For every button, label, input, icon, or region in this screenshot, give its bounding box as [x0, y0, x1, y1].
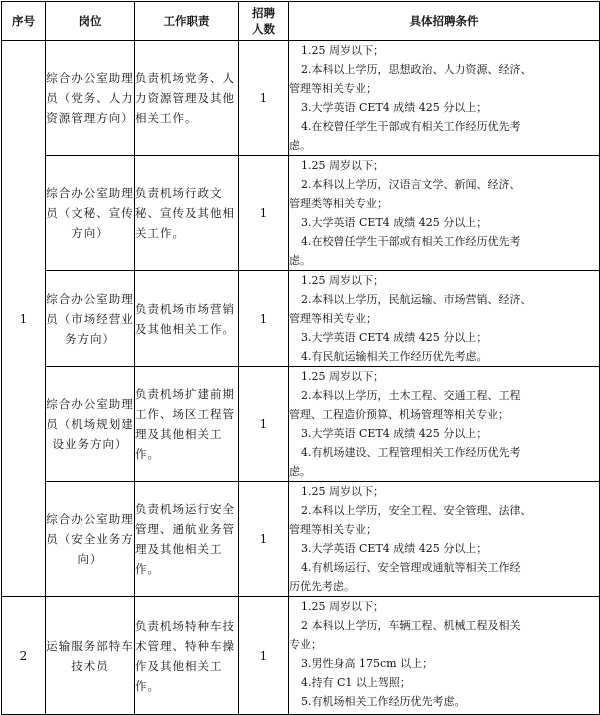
job-duty: 负责机场行政文秘、宣传及其他相关工作。 [135, 156, 239, 271]
header-requirements: 具体招聘条件 [289, 2, 600, 41]
requirement-line: 3.大学英语 CET4 成绩 425 分以上； [301, 427, 488, 440]
row-index: 2 [2, 597, 46, 715]
post-name: 运输服务部特车技术员 [46, 597, 135, 715]
requirement-line: 4.有机场建设、工程管理相关工作经历优先考 [301, 446, 521, 459]
requirement-line: 2.本科以上学历，土木工程、交通工程、工程 [301, 389, 521, 402]
requirement-line: 专业； [289, 638, 322, 651]
requirement-line: 管理类等相关专业； [289, 197, 388, 210]
requirements-cell [289, 156, 600, 271]
requirement-line: 4.持有 C1 以上驾照； [301, 676, 411, 689]
requirement-line: 4.在校曾任学生干部或有相关工作经历优先考 [301, 235, 521, 248]
requirement-line: 4.在校曾任学生干部或有相关工作经历优先考 [301, 120, 521, 133]
table-row [2, 367, 600, 482]
requirement-line: 3.大学英语 CET4 成绩 425 分以上； [301, 542, 488, 555]
requirements-cell [289, 367, 600, 482]
hire-count: 1 [239, 41, 289, 156]
requirement-line: 1.25 周岁以下； [301, 159, 384, 172]
post-name: 综合办公室助理员（文秘、宣传方向） [46, 156, 135, 271]
requirements-cell [289, 271, 600, 367]
requirement-line: 2.本科以上学历，民航运输、市场营销、经济、 [301, 293, 532, 306]
table-row [2, 597, 600, 715]
requirement-line: 虑。 [289, 139, 311, 152]
requirement-line: 1.25 周岁以下； [301, 44, 384, 57]
requirement-line: 4.有民航运输相关工作经历优先考虑。 [301, 350, 488, 363]
header-count-line2: 人数 [252, 22, 275, 36]
requirement-line: 4.有机场运行、安全管理或通航等相关工作经 [301, 561, 521, 574]
post-name: 综合办公室助理员（机场规划建设业务方向） [46, 367, 135, 482]
requirement-line: 管理等相关专业； [289, 523, 377, 536]
job-duty: 负责机场特种车技术管理、特种车操作及其他相关工作。 [135, 597, 239, 715]
post-name: 综合办公室助理员（市场经营业务方向） [46, 271, 135, 367]
hire-count: 1 [239, 271, 289, 367]
table-row [2, 271, 600, 367]
table-row [2, 156, 600, 271]
header-duty: 工作职责 [135, 2, 239, 41]
header-post: 岗位 [46, 2, 135, 41]
requirement-line: 2 本科以上学历，车辆工程、机械工程及相关 [301, 619, 521, 632]
requirement-line: 虑。 [289, 254, 311, 267]
requirement-line: 管理等相关专业； [289, 312, 377, 325]
recruitment-table [1, 1, 600, 715]
requirement-line: 管理、工程造价预算、机场管理等相关专业； [289, 408, 509, 421]
table-row [2, 41, 600, 156]
requirement-line: 1.25 周岁以下； [301, 370, 384, 383]
requirements-cell [289, 597, 600, 715]
requirement-line: 管理等相关专业； [289, 82, 377, 95]
hire-count: 1 [239, 597, 289, 715]
requirement-line: 虑。 [289, 465, 311, 478]
requirement-line: 1.25 周岁以下； [301, 600, 384, 613]
requirement-line: 2.本科以上学历，安全工程、安全管理、法律、 [301, 504, 532, 517]
header-index: 序号 [2, 2, 46, 41]
requirement-line: 1.25 周岁以下； [301, 274, 384, 287]
row-index: 1 [2, 41, 46, 597]
hire-count: 1 [239, 482, 289, 597]
hire-count: 1 [239, 156, 289, 271]
requirements-cell [289, 41, 600, 156]
requirement-line: 1.25 周岁以下； [301, 485, 384, 498]
requirement-line: 3.男性身高 175cm 以上； [301, 657, 434, 670]
header-count [239, 2, 289, 41]
requirement-line: 3.大学英语 CET4 成绩 425 分以上； [301, 331, 488, 344]
requirements-cell [289, 482, 600, 597]
header-row [2, 2, 600, 41]
post-name: 综合办公室助理员（安全业务方向） [46, 482, 135, 597]
requirement-line: 2.本科以上学历，思想政治、人力资源、经济、 [301, 63, 532, 76]
requirement-line: 历优先考虑。 [289, 580, 355, 593]
job-duty: 负责机场扩建前期工作、场区工程管理及其他相关工作。 [135, 367, 239, 482]
requirement-line: 2.本科以上学历，汉语言文学、新闻、经济、 [301, 178, 521, 191]
requirement-line: 5.有机场相关工作经历优先考虑。 [301, 695, 466, 708]
job-duty: 负责机场党务、人力资源管理及其他相关工作。 [135, 41, 239, 156]
header-count-line1: 招聘 [252, 6, 275, 20]
requirement-line: 3.大学英语 CET4 成绩 425 分以上； [301, 216, 488, 229]
post-name: 综合办公室助理员（党务、人力资源管理方向） [46, 41, 135, 156]
requirement-line: 3.大学英语 CET4 成绩 425 分以上； [301, 101, 488, 114]
job-duty: 负责机场市场营销及其他相关工作。 [135, 271, 239, 367]
hire-count: 1 [239, 367, 289, 482]
table-row [2, 482, 600, 597]
job-duty: 负责机场运行安全管理、通航业务管理及其他相关工作。 [135, 482, 239, 597]
